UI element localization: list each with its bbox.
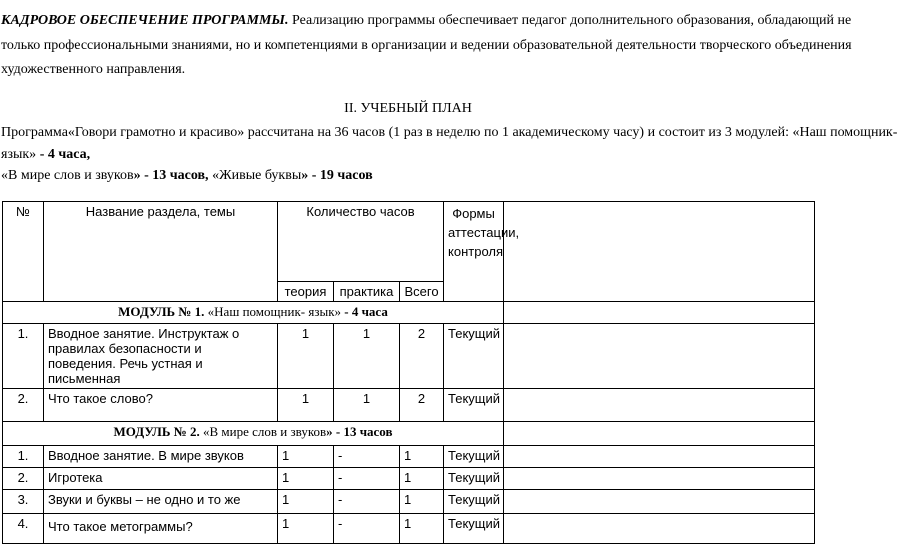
module-2-row	[3, 422, 815, 446]
module3-hours-text: » - 19 часов	[301, 168, 373, 183]
module-1-title: МОДУЛЬ № 1. «Наш помощник- язык» - 4 часа	[3, 302, 504, 324]
plan-intro-3	[1, 165, 373, 186]
study-plan-table	[2, 201, 815, 544]
staffing-text-3: художественного направления.	[1, 62, 186, 77]
module1-hours-text: - 4 часа,	[39, 147, 91, 162]
header-total: Всего	[400, 282, 444, 302]
header-name: Название раздела, темы	[44, 202, 278, 302]
staffing-heading: КАДРОВОЕ ОБЕСПЕЧЕНИЕ ПРОГРАММЫ.	[1, 13, 289, 28]
plan-intro-2	[1, 144, 90, 165]
table-row: 1. Вводное занятие. Инструктаж о правилах безопасности и поведения. Речь устная и письменная 1 1 2 Текущий	[3, 324, 815, 389]
table-row: 2. Игротека 1 - 1 Текущий	[3, 468, 815, 490]
header-forms: Формы аттестации, контроля	[444, 202, 504, 302]
staffing-paragraph	[1, 10, 851, 31]
module3-name-text: «Живые буквы	[212, 168, 302, 183]
module2-name-text: «В мире слов и звуков	[1, 168, 134, 183]
table-row: 1. Вводное занятие. В мире звуков 1 - 1 Текущий	[3, 446, 815, 468]
table-header-row	[3, 202, 815, 282]
table-row: 2. Что такое слово? 1 1 2 Текущий	[3, 389, 815, 422]
staffing-text-1: Реализацию программы обеспечивает педагог дополнительного образования, обладающий не	[288, 13, 852, 28]
module2-hours-text: » - 13 часов,	[133, 168, 213, 183]
header-num: №	[3, 202, 44, 302]
header-theory: теория	[278, 282, 334, 302]
module-2-title: МОДУЛЬ № 2. «В мире слов и звуков» - 13 часов	[3, 422, 504, 446]
table-row: 4. Что такое метограммы? 1 - 1 Текущий	[3, 514, 815, 544]
module-1-row	[3, 302, 815, 324]
header-practice: практика	[334, 282, 400, 302]
header-hours: Количество часов	[278, 202, 444, 282]
plan-title: II. УЧЕБНЫЙ ПЛАН	[344, 101, 472, 116]
staffing-text-2: только профессиональными знаниями, но и компетенциями в организации и ведении образовательной деятельности творческого объединения	[1, 38, 852, 53]
module1-name-text: язык»	[1, 147, 40, 162]
header-empty	[504, 202, 815, 302]
plan-intro-1: Программа«Говори грамотно и красиво» рассчитана на 36 часов (1 раз в неделю по 1 академическому часу) и состоит из 3 модулей: «Наш помощник-	[1, 125, 897, 140]
table-row: 3. Звуки и буквы – не одно и то же 1 - 1 Текущий	[3, 490, 815, 514]
